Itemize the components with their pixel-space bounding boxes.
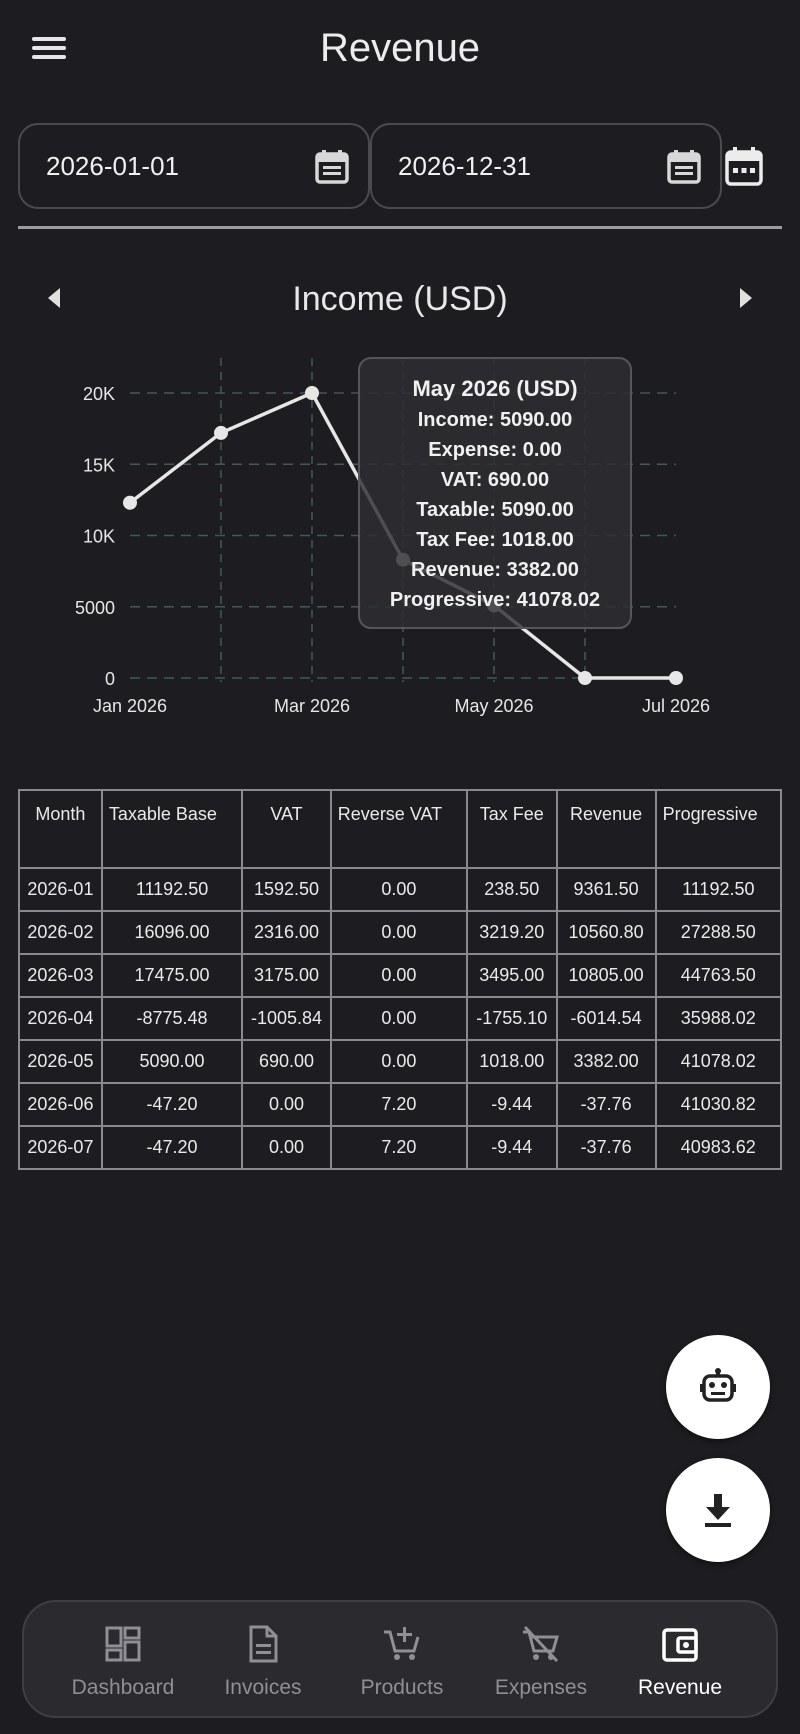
column-header: VAT: [242, 790, 331, 868]
table-cell: -8775.48: [102, 997, 242, 1040]
nav-item-invoices[interactable]: [188, 1624, 338, 1700]
table-cell: 0.00: [331, 911, 467, 954]
table-row: [19, 868, 781, 911]
chart-title: Income (USD): [292, 280, 508, 318]
tooltip-line: Expense: 0.00: [428, 439, 562, 461]
table-cell: 2026-04: [19, 997, 102, 1040]
cart-off-icon: [521, 1624, 561, 1664]
table-cell: 2026-03: [19, 954, 102, 997]
table-cell: 7.20: [331, 1083, 467, 1126]
column-header: Revenue: [557, 790, 656, 868]
table-cell: 2026-05: [19, 1040, 102, 1083]
nav-label-products: Products: [360, 1676, 444, 1699]
table-cell: 3219.20: [467, 911, 557, 954]
start-date-value: 2026-01-01: [46, 151, 179, 181]
table-cell: 0.00: [331, 954, 467, 997]
dashboard-icon: [103, 1624, 143, 1664]
data-point: [578, 671, 592, 685]
table-cell: 35988.02: [656, 997, 781, 1040]
chart-header: [0, 268, 800, 328]
table-cell: -47.20: [102, 1126, 242, 1169]
table-cell: 3495.00: [467, 954, 557, 997]
table-cell: 2026-02: [19, 911, 102, 954]
x-tick-label: May 2026: [454, 696, 534, 716]
download-button[interactable]: [666, 1458, 770, 1562]
table-cell: 3382.00: [557, 1040, 656, 1083]
table-cell: 10805.00: [557, 954, 656, 997]
table-cell: 11192.50: [656, 868, 781, 911]
table-row: [19, 1126, 781, 1169]
table-cell: 690.00: [242, 1040, 331, 1083]
table-cell: 0.00: [331, 1040, 467, 1083]
nav-label-revenue: Revenue: [637, 1676, 723, 1699]
tooltip-title: May 2026 (USD): [412, 376, 578, 401]
table-cell: 27288.50: [656, 911, 781, 954]
calendar-note-icon[interactable]: [312, 147, 352, 187]
tooltip-line: Income: 5090.00: [417, 409, 573, 431]
column-header: Taxable Base: [102, 790, 242, 868]
wallet-icon: [660, 1624, 700, 1664]
y-tick-label: 15K: [82, 455, 115, 476]
table-cell: 2026-07: [19, 1126, 102, 1169]
income-line-chart[interactable]: [0, 340, 800, 730]
table-row: [19, 954, 781, 997]
y-tick-label: 5000: [74, 597, 115, 618]
table-cell: -1005.84: [242, 997, 331, 1040]
x-tick-label: Jan 2026: [92, 696, 168, 716]
page-title: Revenue: [319, 26, 481, 70]
table-cell: 40983.62: [656, 1126, 781, 1169]
data-point: [123, 496, 137, 510]
data-point: [214, 426, 228, 440]
document-icon: [243, 1624, 283, 1664]
table-row: [19, 1083, 781, 1126]
table-cell: -9.44: [467, 1126, 557, 1169]
tooltip-line: VAT: 690.00: [440, 469, 550, 491]
table-cell: 0.00: [331, 868, 467, 911]
table-row: [19, 1040, 781, 1083]
table-cell: -9.44: [467, 1083, 557, 1126]
table-cell: 1018.00: [467, 1040, 557, 1083]
column-header: Reverse VAT: [331, 790, 467, 868]
column-header: Month: [19, 790, 102, 868]
nav-item-dashboard[interactable]: [48, 1624, 198, 1700]
assistant-button[interactable]: [666, 1335, 770, 1439]
divider: [18, 226, 782, 229]
nav-item-revenue[interactable]: [605, 1624, 755, 1700]
tooltip-line: Progressive: 41078.02: [389, 589, 601, 611]
robot-icon: [698, 1367, 738, 1407]
download-icon: [698, 1490, 738, 1530]
column-header: Tax Fee: [467, 790, 557, 868]
start-date-field[interactable]: [18, 123, 370, 209]
table-cell: 1592.50: [242, 868, 331, 911]
table-cell: 2316.00: [242, 911, 331, 954]
table-cell: 9361.50: [557, 868, 656, 911]
table-row: [19, 911, 781, 954]
column-header: Progressive: [656, 790, 781, 868]
nav-item-expenses[interactable]: [466, 1624, 616, 1700]
tooltip-line: Revenue: 3382.00: [411, 559, 579, 581]
y-tick-label: 20K: [82, 384, 115, 404]
table-cell: -1755.10: [467, 997, 557, 1040]
table-row: [19, 997, 781, 1040]
table-cell: 0.00: [331, 997, 467, 1040]
app-bar: [0, 0, 800, 100]
table-cell: 2026-01: [19, 868, 102, 911]
table-cell: 10560.80: [557, 911, 656, 954]
nav-item-products[interactable]: [327, 1624, 477, 1700]
x-tick-label: Jul 2026: [641, 696, 711, 716]
table-cell: -47.20: [102, 1083, 242, 1126]
revenue-table: [18, 789, 782, 1170]
end-date-value: 2026-12-31: [398, 151, 531, 181]
table-cell: -37.76: [557, 1126, 656, 1169]
data-point: [669, 671, 683, 685]
table-cell: 41030.82: [656, 1083, 781, 1126]
y-tick-label: 10K: [82, 526, 115, 547]
table-cell: 5090.00: [102, 1040, 242, 1083]
data-point: [305, 386, 319, 400]
table-cell: 11192.50: [102, 868, 242, 911]
bottom-navigation: [22, 1600, 778, 1718]
nav-label-expenses: Expenses: [494, 1676, 588, 1699]
table-cell: 0.00: [242, 1126, 331, 1169]
table-cell: 41078.02: [656, 1040, 781, 1083]
table-cell: 3175.00: [242, 954, 331, 997]
tooltip-line: Tax Fee: 1018.00: [416, 529, 574, 551]
x-tick-label: Mar 2026: [273, 696, 351, 716]
nav-label-dashboard: Dashboard: [71, 1676, 175, 1699]
table-cell: 0.00: [242, 1083, 331, 1126]
table-cell: 16096.00: [102, 911, 242, 954]
table-cell: 17475.00: [102, 954, 242, 997]
end-date-field[interactable]: [370, 123, 722, 209]
calendar-icon[interactable]: [722, 144, 766, 188]
cart-add-icon: [382, 1624, 422, 1664]
table-cell: 238.50: [467, 868, 557, 911]
table-cell: 2026-06: [19, 1083, 102, 1126]
calendar-note-icon[interactable]: [664, 147, 704, 187]
nav-label-invoices: Invoices: [224, 1676, 302, 1699]
table-cell: 44763.50: [656, 954, 781, 997]
arrow-right-icon[interactable]: [740, 288, 752, 308]
table-header-row: [19, 790, 781, 868]
table-cell: 7.20: [331, 1126, 467, 1169]
table-cell: -37.76: [557, 1083, 656, 1126]
y-tick-label: 0: [104, 669, 115, 689]
table-cell: -6014.54: [557, 997, 656, 1040]
tooltip-line: Taxable: 5090.00: [416, 499, 574, 521]
